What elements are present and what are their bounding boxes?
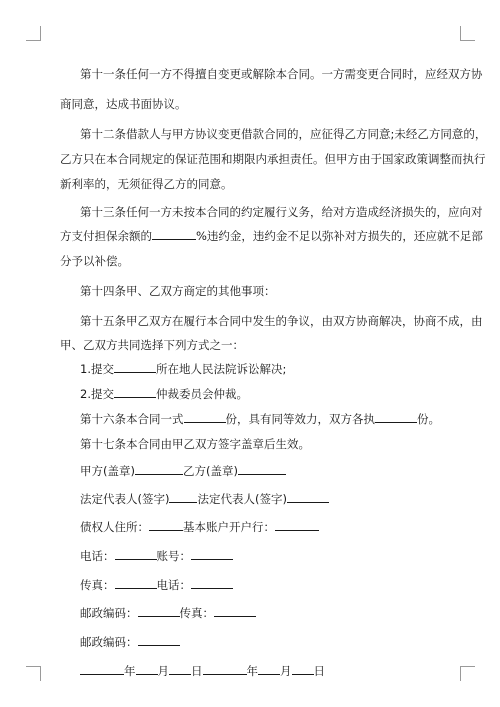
party-b-seal-label: 乙方(盖章) <box>182 464 238 478</box>
article-12-line-3: 新利率的，无须征得乙方的同意。 <box>60 177 233 191</box>
blank-year-2 <box>203 662 247 675</box>
article-13-line-2 <box>60 224 483 248</box>
crop-mark-bottom-right <box>460 666 475 681</box>
article-16-text-a: 第十六条本合同一式 <box>80 412 184 426</box>
tel-2-label: 电话： <box>156 578 191 592</box>
blank-account <box>191 547 233 560</box>
creditor-address-label: 债权人住所： <box>80 520 149 534</box>
article-15-line-1: 第十五条甲乙双方在履行本合同中发生的争议，由双方协商解决，协商不成，由 <box>80 314 483 328</box>
year-1-label: 年 <box>124 664 136 678</box>
option-2 <box>80 382 440 406</box>
fax-label: 传真： <box>80 578 115 592</box>
article-14: 第十四条甲、乙双方商定的其他事项： <box>80 284 276 298</box>
blank-arbitration-commission <box>114 385 156 398</box>
option-1 <box>80 357 440 381</box>
day-1-label: 日 <box>191 664 203 678</box>
creditor-bank-row <box>80 515 440 539</box>
party-a-seal-label: 甲方(盖章) <box>80 464 135 478</box>
article-17: 第十七条本合同由甲乙双方签字盖章后生效。 <box>80 437 310 451</box>
blank-year-1 <box>80 662 124 675</box>
blank-postcode <box>138 604 180 617</box>
blank-legal-rep-b <box>287 490 329 503</box>
blank-penalty-percent <box>152 227 196 240</box>
article-16 <box>80 407 440 431</box>
article-13-line-1: 第十三条任何一方未按本合同的约定履行义务，给对方造成经济损失的，应向对 <box>80 205 483 219</box>
article-15-line-2: 甲、乙双方共同选择下列方式之一： <box>60 338 244 352</box>
article-16-text-b: 份，具有同等效力，双方各执 <box>225 412 375 426</box>
blank-copies-each <box>375 410 417 423</box>
blank-creditor-address <box>149 518 183 531</box>
postcode-2-row <box>80 630 440 654</box>
year-2-label: 年 <box>246 664 258 678</box>
blank-copies-total <box>184 410 226 423</box>
blank-court-location <box>114 360 156 373</box>
postcode-2-label: 邮政编码： <box>80 635 138 649</box>
date-row <box>80 659 440 683</box>
blank-month-1 <box>136 662 158 675</box>
bank-account-label: 基本账户开户行： <box>183 520 275 534</box>
option-1-text: 所在地人民法院诉讼解决; <box>155 362 287 376</box>
day-2-label: 日 <box>313 664 325 678</box>
crop-mark-top-right <box>460 26 475 41</box>
blank-month-2 <box>258 662 280 675</box>
option-2-label: 2.提交 <box>80 387 114 401</box>
fax-tel-row <box>80 573 440 597</box>
option-1-label: 1.提交 <box>80 362 114 376</box>
option-2-text: 仲裁委员会仲裁。 <box>155 387 248 401</box>
article-12-line-1: 第十二条借款人与甲方协议变更借款合同的，应征得乙方同意;未经乙方同意的， <box>80 127 487 141</box>
blank-day-1 <box>169 662 191 675</box>
tel-account-row <box>80 544 440 568</box>
postcode-fax-row <box>80 601 440 625</box>
blank-party-b-seal <box>238 462 286 475</box>
tel-label: 电话： <box>80 549 115 563</box>
article-13-text-a: 方支付担保余额的 <box>60 229 152 243</box>
article-13-line-3: 分予以补偿。 <box>60 254 129 268</box>
blank-party-a-seal <box>135 462 183 475</box>
sign-party-row <box>80 459 440 483</box>
blank-postcode-2 <box>138 633 180 646</box>
blank-fax <box>115 576 157 589</box>
blank-legal-rep-a <box>169 490 197 503</box>
blank-bank-account <box>275 518 319 531</box>
crop-mark-bottom-left <box>26 666 41 681</box>
article-11-line-1: 第十一条任何一方不得擅自变更或解除本合同。一方需变更合同时，应经双方协 <box>80 67 483 81</box>
blank-fax-2 <box>214 604 256 617</box>
blank-day-2 <box>292 662 314 675</box>
month-1-label: 月 <box>157 664 169 678</box>
crop-mark-top-left <box>26 26 41 41</box>
legal-rep-b-label: 法定代表人(签字) <box>197 492 287 506</box>
postcode-label: 邮政编码： <box>80 606 138 620</box>
sign-legal-row <box>80 487 440 511</box>
month-2-label: 月 <box>280 664 292 678</box>
article-11-line-2: 商同意，达成书面协议。 <box>60 97 187 111</box>
account-label: 账号： <box>156 549 191 563</box>
fax-2-label: 传真： <box>179 606 214 620</box>
legal-rep-a-label: 法定代表人(签字) <box>80 492 170 506</box>
article-16-text-c: 份。 <box>417 412 440 426</box>
article-12-line-2: 乙方只在本合同规定的保证范围和期限内承担责任。但甲方由于国家政策调整而执行 <box>60 152 486 166</box>
blank-tel <box>115 547 157 560</box>
blank-tel-2 <box>191 576 233 589</box>
article-13-text-b: %违约金，违约金不足以弥补对方损失的，还应就不足部 <box>196 229 483 243</box>
